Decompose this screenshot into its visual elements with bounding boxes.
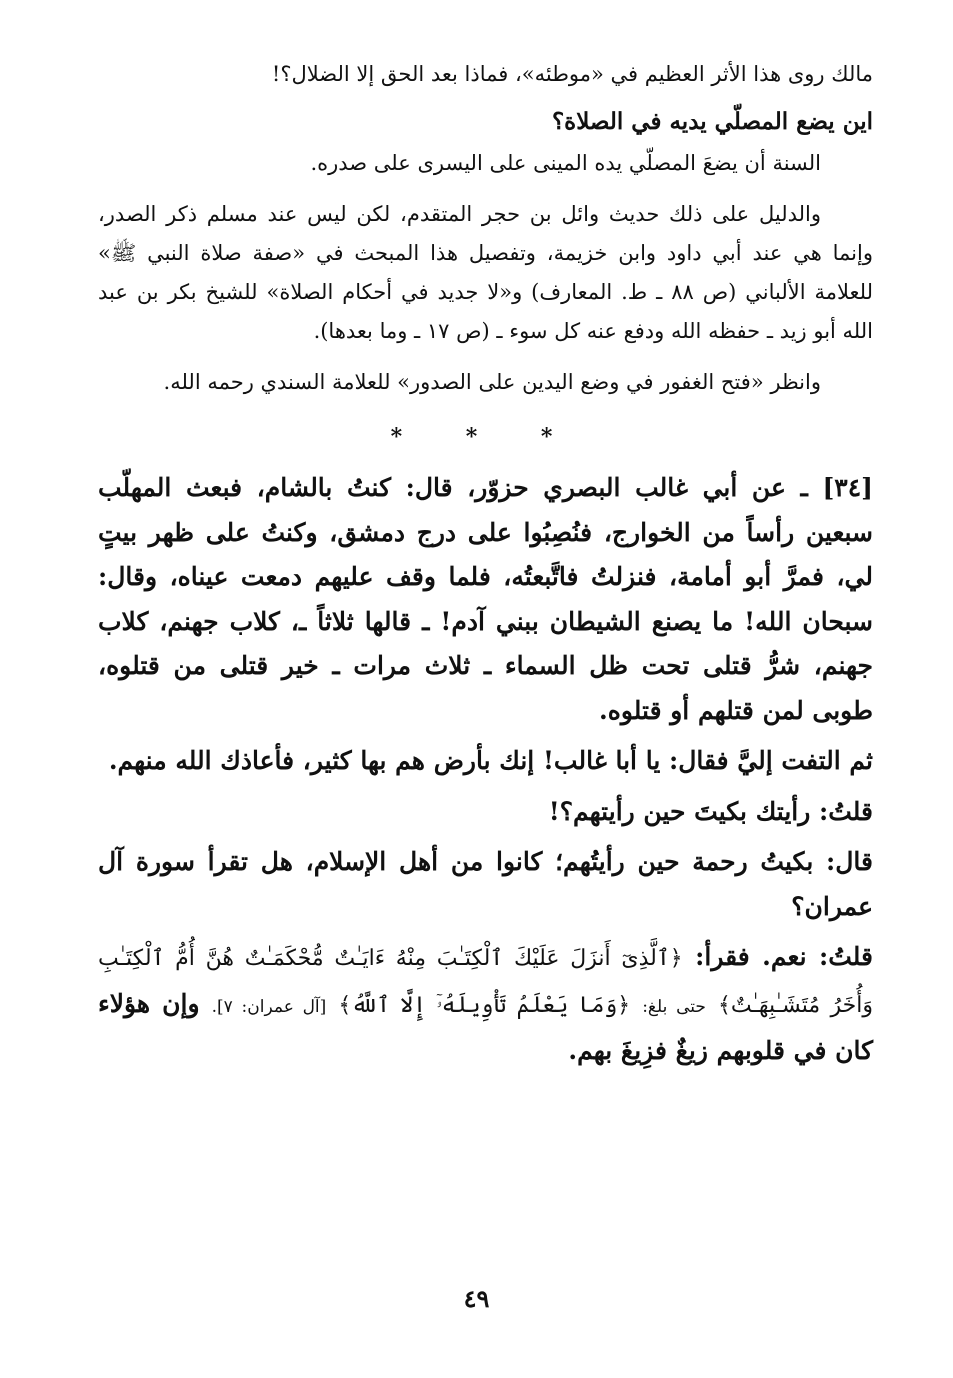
see-also-paragraph: وانظر «فتح الغفور في وضع اليدين على الصدور» للعلامة السندي رحمه الله. (163, 370, 821, 394)
section-separator: * * * (390, 424, 581, 450)
he-said-paragraph: قال: بكيتُ رحمة حين رأيتُهم؛ كانوا من أهل الإسلام، هل تقرأ سورة آل عمران؟ (98, 847, 873, 921)
top-line: مالك روى هذا الأثر العظيم في «موطئه»، فماذا بعد الحق إلا الضلال؟! (271, 62, 873, 86)
then-turned-paragraph: ثم التفت إليَّ فقال: يا أبا غالب! إنك بأرض هم بها كثير، فأعاذك الله منهم. (108, 746, 873, 775)
closing-text: وإن هؤلاء كان في قلوبهم زيغٌ فزِيغَ بهم. (98, 988, 873, 1065)
quran-verse-2: ﴿وَمَا يَعْلَمُ تَأْوِيلَهُۥٓ إِلَّا ٱللَّهُ﴾ (338, 992, 631, 1018)
section-title: اين يضع المصلّي يديه في الصلاة؟ (551, 108, 873, 135)
i-said-yes: قلتُ: نعم. فقرأ: (695, 942, 873, 971)
sunnah-paragraph: السنة أن يضعَ المصلّي يده المينى على اليسرى على صدره. (310, 151, 821, 175)
recitation-paragraph (98, 935, 873, 1074)
quran-verse-1: ﴿ٱلَّذِىٓ أَنزَلَ عَلَيْكَ ٱلْكِتَـٰبَ مِنْهُ ءَايَـٰتٌ مُّحْكَمَـٰتٌ هُنَّ أُمُّ ٱلْكِتَـٰبِ وَأُخَرُ مُتَشَـٰبِهَـٰتٌ﴾ (98, 946, 873, 1018)
until-reached: حتى بلغ: (642, 996, 706, 1017)
i-said-question: قلتُ: رأيتك بكيتَ حين رأيتهم؟! (548, 796, 873, 826)
verse-reference: [آل عمران: ٧]. (211, 996, 327, 1017)
narration-34: [٣٤] ـ عن أبي غالب البصري حزوّر، قال: كنتُ بالشام، فبعث المهلّب سبعين رأساً من الخوارج، فنُصِبُوا على درج دمشق، وكنتُ على ظهر بيتٍ لي، فمرَّ أبو أمامة، فنزلتُ فاتَّبعتُه، فلما وقف عليهم دمعت عيناه، وقال: سبحان الله! ما يصنع الشيطان ببني آدم! ـ قالها ثلاثاً ـ، كلاب جهنم، كلاب جهنم، شرُّ قتلى تحت ظل السماء ـ ثلاث مرات ـ خير قتلى من قتلوه، طوبى لمن قتلهم أو قتلوه. (98, 473, 873, 725)
page-number: ٤٩ (463, 1284, 490, 1313)
page-body (98, 55, 873, 1074)
evidence-paragraph: والدليل على ذلك حديث وائل بن حجر المتقدم، لكن ليس عند مسلم ذكر الصدر، وإنما هي عند أبي داود وابن خزيمة، وتفصيل هذا المبحث في «صفة صلاة النبي ﷺ» للعلامة الألباني (ص ٨٨ ـ ط. المعارف) و«لا جديد في أحكام الصلاة» للشيخ بكر بن عبد الله أبو زيد ـ حفظه الله ودفع عنه كل سوء ـ (ص ١٧ ـ وما بعدها). (98, 202, 873, 343)
